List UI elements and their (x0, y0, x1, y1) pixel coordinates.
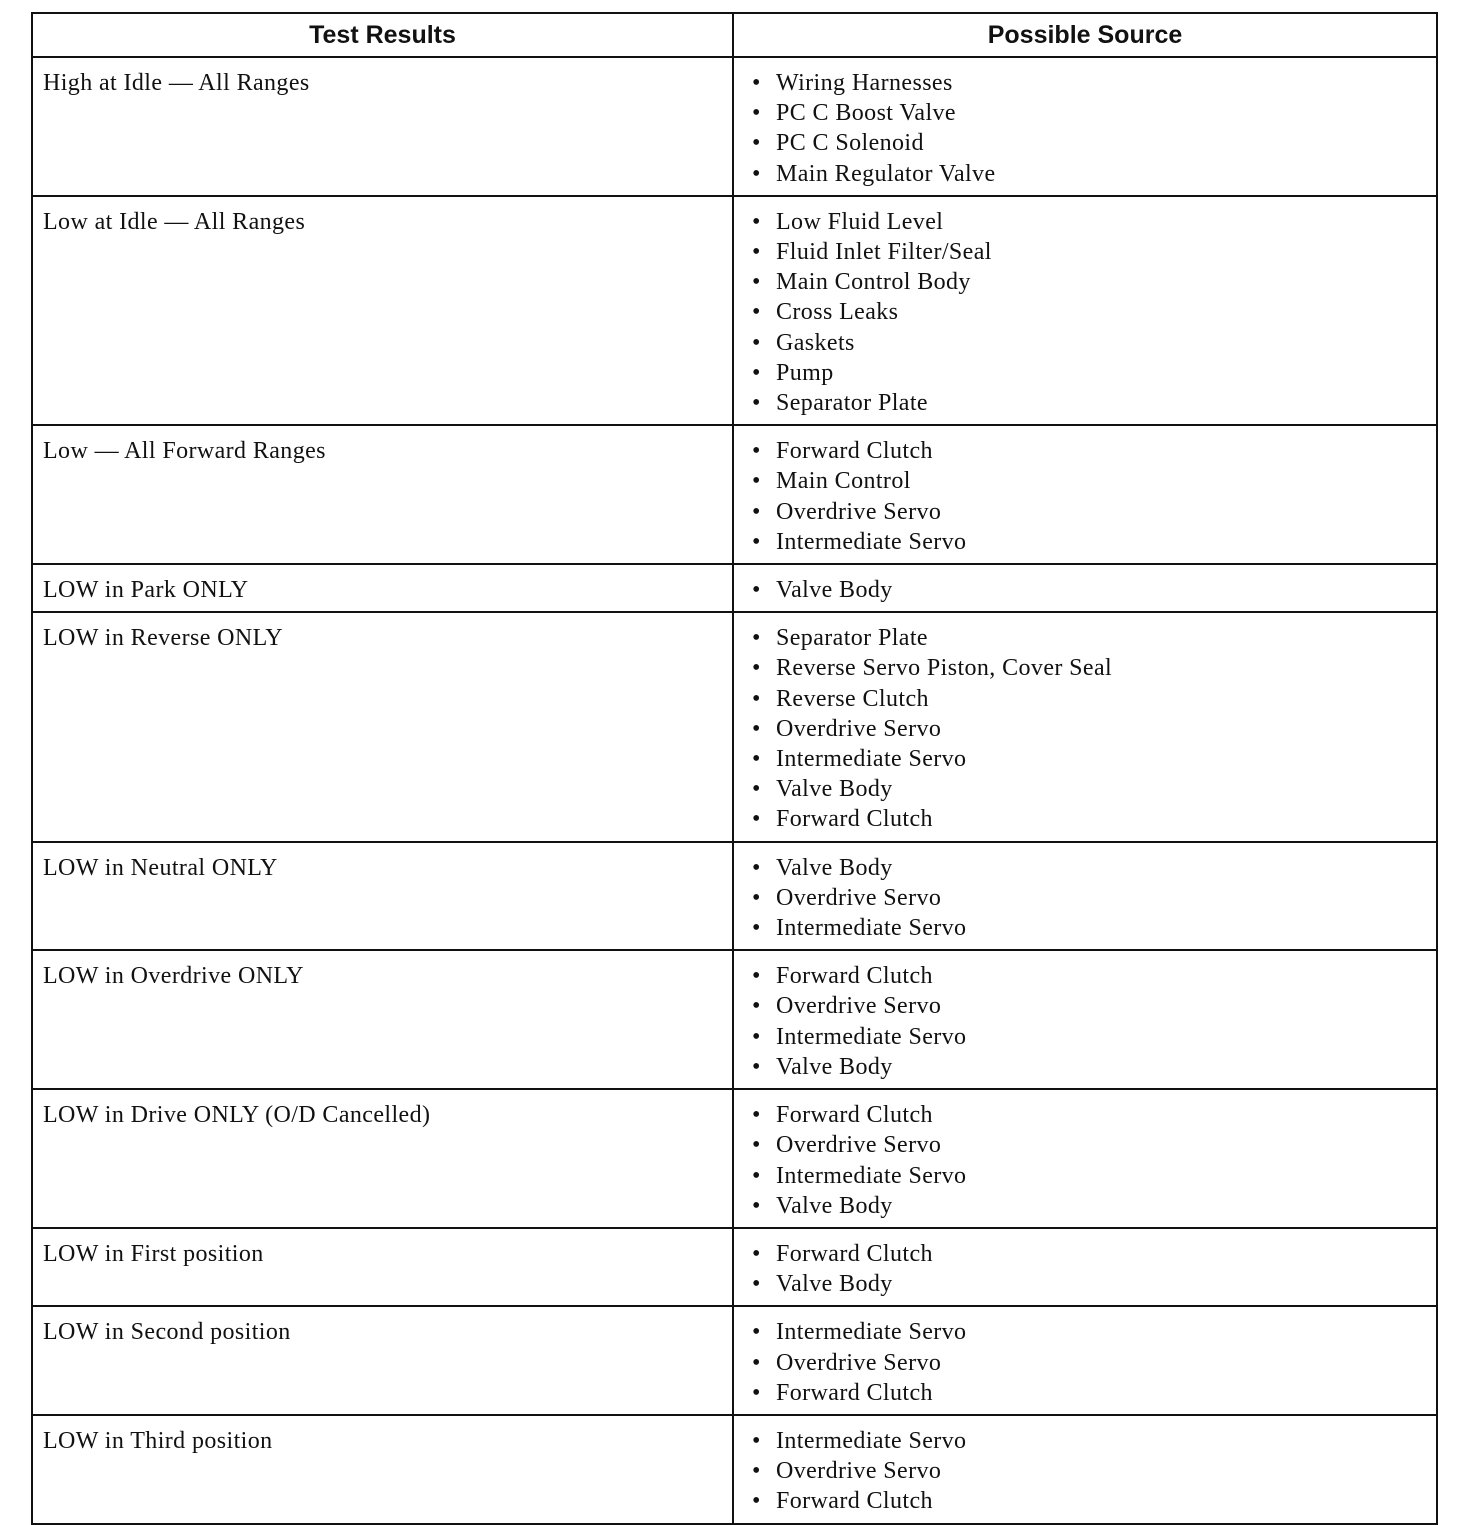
list-item: • Main Regulator Valve (752, 159, 1426, 189)
test-result-cell: LOW in Park ONLY (32, 564, 733, 612)
list-item: • Pump (752, 358, 1426, 388)
possible-source-cell (733, 1306, 1437, 1415)
list-item: • Overdrive Servo (752, 883, 1426, 913)
list-item: • Forward Clutch (752, 1239, 1426, 1269)
list-item: • Forward Clutch (752, 1100, 1426, 1130)
possible-source-cell (733, 842, 1437, 951)
list-item: • Intermediate Servo (752, 744, 1426, 774)
source-list (752, 1317, 1426, 1408)
list-item: • Cross Leaks (752, 297, 1426, 327)
list-item: • Overdrive Servo (752, 1456, 1426, 1486)
list-item: • Low Fluid Level (752, 207, 1426, 237)
possible-source-cell (733, 196, 1437, 425)
list-item: • Forward Clutch (752, 1378, 1426, 1408)
list-item: • Valve Body (752, 575, 1426, 605)
test-result-cell: LOW in Neutral ONLY (32, 842, 733, 951)
list-item: • Main Control (752, 466, 1426, 496)
list-item: • Gaskets (752, 328, 1426, 358)
table-row (32, 842, 1437, 951)
source-list (752, 623, 1426, 834)
source-list (752, 853, 1426, 944)
test-result-cell: LOW in Overdrive ONLY (32, 950, 733, 1089)
possible-source-cell (733, 1228, 1437, 1306)
list-item: • Main Control Body (752, 267, 1426, 297)
header-possible-source: Possible Source (733, 13, 1437, 57)
source-list (752, 436, 1426, 557)
table-body (32, 57, 1437, 1524)
list-item: • Reverse Clutch (752, 684, 1426, 714)
possible-source-cell (733, 612, 1437, 841)
list-item: • Wiring Harnesses (752, 68, 1426, 98)
list-item: • Separator Plate (752, 623, 1426, 653)
table-row (32, 564, 1437, 612)
source-list (752, 1100, 1426, 1221)
table-row (32, 1089, 1437, 1228)
list-item: • PC C Solenoid (752, 128, 1426, 158)
list-item: • Forward Clutch (752, 1486, 1426, 1516)
list-item: • Forward Clutch (752, 804, 1426, 834)
list-item: • Reverse Servo Piston, Cover Seal (752, 653, 1426, 683)
table-header-row (32, 13, 1437, 57)
test-result-cell: Low — All Forward Ranges (32, 425, 733, 564)
source-list (752, 575, 1426, 605)
list-item: • Intermediate Servo (752, 913, 1426, 943)
source-list (752, 68, 1426, 189)
list-item: • Overdrive Servo (752, 991, 1426, 1021)
list-item: • PC C Boost Valve (752, 98, 1426, 128)
table-row (32, 1415, 1437, 1524)
test-result-cell: High at Idle — All Ranges (32, 57, 733, 196)
test-result-cell: LOW in Second position (32, 1306, 733, 1415)
list-item: • Intermediate Servo (752, 527, 1426, 557)
test-result-cell: LOW in Drive ONLY (O/D Cancelled) (32, 1089, 733, 1228)
list-item: • Forward Clutch (752, 436, 1426, 466)
test-result-cell: LOW in Third position (32, 1415, 733, 1524)
list-item: • Intermediate Servo (752, 1161, 1426, 1191)
table-row (32, 196, 1437, 425)
diagnosis-table (31, 12, 1438, 1525)
test-result-cell: Low at Idle — All Ranges (32, 196, 733, 425)
table-row (32, 950, 1437, 1089)
possible-source-cell (733, 425, 1437, 564)
list-item: • Valve Body (752, 774, 1426, 804)
table-row (32, 612, 1437, 841)
list-item: • Overdrive Servo (752, 1348, 1426, 1378)
possible-source-cell (733, 1089, 1437, 1228)
possible-source-cell (733, 564, 1437, 612)
table-row (32, 1306, 1437, 1415)
source-list (752, 207, 1426, 418)
table-row (32, 57, 1437, 196)
table-row (32, 425, 1437, 564)
list-item: • Valve Body (752, 853, 1426, 883)
table-row (32, 1228, 1437, 1306)
list-item: • Intermediate Servo (752, 1317, 1426, 1347)
possible-source-cell (733, 1415, 1437, 1524)
list-item: • Valve Body (752, 1269, 1426, 1299)
test-result-cell: LOW in First position (32, 1228, 733, 1306)
header-test-results: Test Results (32, 13, 733, 57)
list-item: • Valve Body (752, 1052, 1426, 1082)
diagnosis-table-container (31, 12, 1436, 1525)
source-list (752, 1426, 1426, 1517)
list-item: • Fluid Inlet Filter/Seal (752, 237, 1426, 267)
list-item: • Overdrive Servo (752, 1130, 1426, 1160)
list-item: • Intermediate Servo (752, 1022, 1426, 1052)
list-item: • Forward Clutch (752, 961, 1426, 991)
list-item: • Separator Plate (752, 388, 1426, 418)
possible-source-cell (733, 57, 1437, 196)
list-item: • Overdrive Servo (752, 714, 1426, 744)
list-item: • Intermediate Servo (752, 1426, 1426, 1456)
possible-source-cell (733, 950, 1437, 1089)
test-result-cell: LOW in Reverse ONLY (32, 612, 733, 841)
source-list (752, 1239, 1426, 1299)
list-item: • Valve Body (752, 1191, 1426, 1221)
source-list (752, 961, 1426, 1082)
list-item: • Overdrive Servo (752, 497, 1426, 527)
